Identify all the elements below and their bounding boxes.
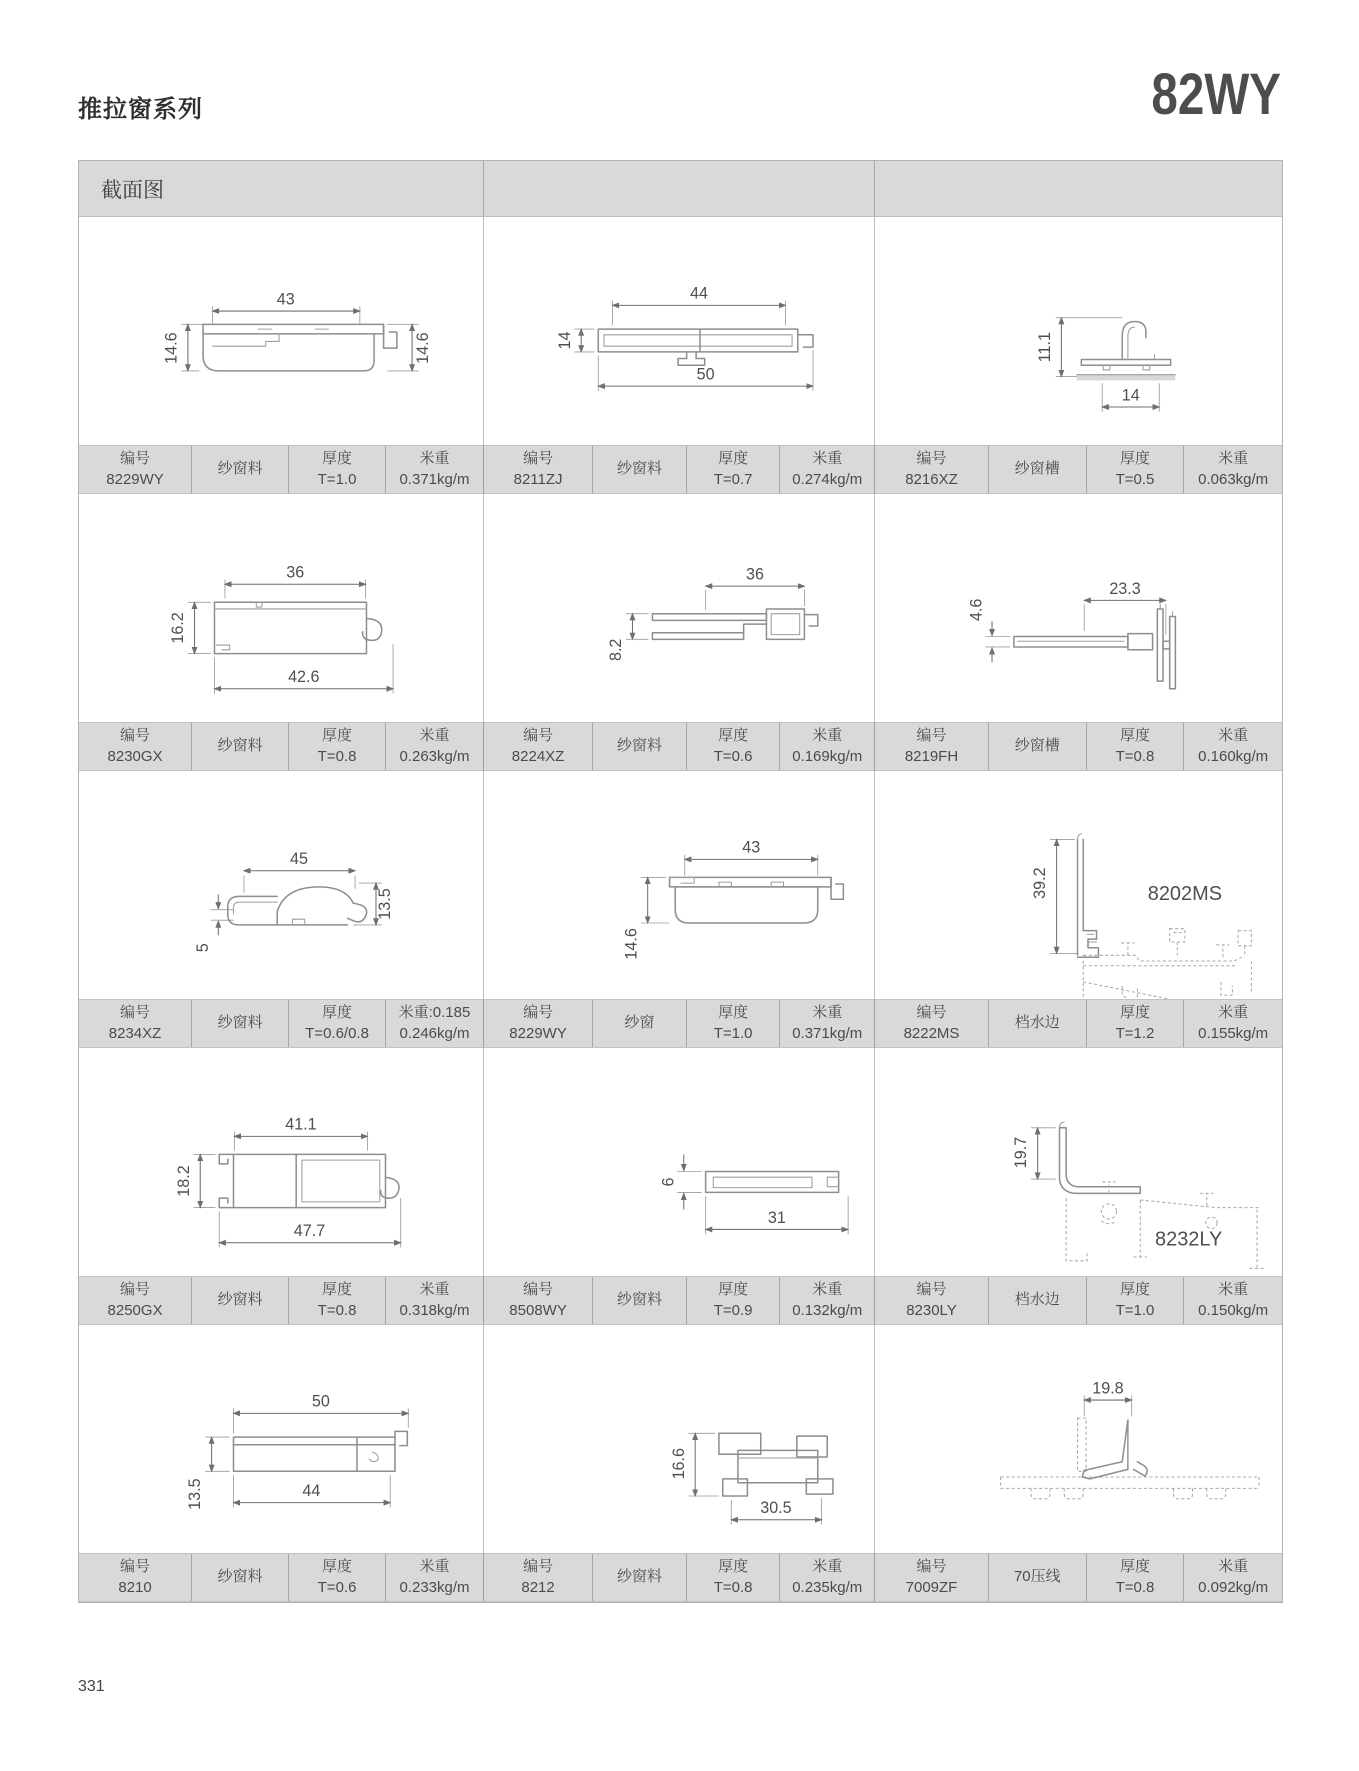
dim-left: 14.6 (622, 928, 641, 960)
weight-label: 米重 (419, 727, 450, 745)
code-value: 8230LY (906, 1301, 957, 1319)
profile-outline (1014, 604, 1176, 689)
code-label: 编号 (523, 727, 554, 745)
profile-drawing-8219fh (875, 494, 1282, 722)
profile-weight-cell (1184, 1000, 1282, 1047)
cross-section-8211zj (484, 217, 874, 445)
profile-outline (598, 329, 813, 365)
material-value: 纱窗槽 (1014, 460, 1060, 478)
profile-material-cell (593, 1000, 687, 1047)
thickness-label: 厚度 (322, 1558, 353, 1576)
dimensions (1084, 1379, 1132, 1416)
adjacent-profile-dashed (1083, 929, 1251, 999)
profile-material-cell (192, 446, 289, 493)
drawing-row-3 (79, 771, 1282, 999)
profile-drawing-8211zj (484, 217, 875, 445)
weight-value: 0.132kg/m (792, 1301, 863, 1319)
profile-thickness-cell (1087, 1277, 1185, 1324)
profile-annotation: 8202MS (1147, 883, 1223, 906)
dim-left: 14.6 (162, 332, 181, 364)
profile-weight-cell (1184, 1277, 1282, 1324)
material-value: 档水边 (1014, 1291, 1060, 1309)
cross-section-8508wy (484, 1048, 874, 1276)
dim-top: 36 (746, 565, 764, 584)
profile-code-cell (79, 1277, 192, 1324)
weight-value: 0.155kg/m (1198, 1024, 1269, 1042)
thickness-label: 厚度 (718, 1558, 749, 1576)
weight-value: 0.274kg/m (792, 470, 863, 488)
dimensions (169, 564, 393, 694)
dim-left: 14 (555, 331, 574, 350)
code-label: 编号 (120, 450, 151, 468)
profile-outline (228, 887, 367, 925)
thickness-label: 厚度 (322, 727, 353, 745)
thickness-value: T=0.6/0.8 (305, 1024, 369, 1042)
profile-material-cell (989, 446, 1087, 493)
cross-section-8219fh (875, 494, 1282, 722)
profile-code-cell (875, 1277, 989, 1324)
profile-code-cell (484, 446, 593, 493)
profile-thickness-cell (1087, 446, 1185, 493)
code-value: 8230GX (107, 747, 163, 765)
dim-top: 50 (311, 1392, 330, 1411)
thickness-label: 厚度 (718, 727, 749, 745)
weight-label: 米重 (812, 1004, 843, 1022)
thickness-value: T=0.8 (317, 1301, 357, 1319)
weight-value: 0.371kg/m (399, 470, 470, 488)
thickness-label: 厚度 (718, 1281, 749, 1299)
profile-weight-cell (780, 1000, 874, 1047)
cross-section-8224xz (484, 494, 874, 722)
dim-left: 6 (659, 1177, 678, 1187)
info-row-3 (79, 999, 1282, 1048)
profile-thickness-cell (289, 1277, 386, 1324)
profile-info-8210 (79, 1553, 484, 1602)
profile-outline (1060, 1122, 1141, 1193)
profile-info-8508wy (484, 1276, 875, 1325)
section-header-cell: 截面图 (79, 161, 484, 216)
profile-weight-cell (780, 446, 874, 493)
profile-weight-cell (386, 723, 483, 770)
profile-material-cell (989, 1277, 1087, 1324)
profile-drawing-8250gx (79, 1048, 484, 1276)
profile-thickness-cell (289, 446, 386, 493)
code-value: 8229WY (509, 1024, 567, 1042)
weight-label: 米重 (1218, 1004, 1249, 1022)
adjacent-profile-dashed (1066, 1182, 1265, 1268)
material-value: 纱窗料 (616, 460, 662, 478)
profile-drawing-8230ly (875, 1048, 1282, 1276)
material-value: 纱窗料 (616, 737, 662, 755)
profile-weight-cell (780, 723, 874, 770)
profile-drawing-8224xz (484, 494, 875, 722)
profile-code-cell (875, 446, 989, 493)
weight-value: 0.235kg/m (792, 1578, 863, 1596)
profile-code-cell (484, 1554, 593, 1601)
profile-weight-cell (386, 1554, 483, 1601)
info-row-5 (79, 1553, 1282, 1602)
dim-bottom: 50 (696, 365, 715, 384)
dim-bottom: 42.6 (288, 668, 320, 687)
dimensions (556, 285, 813, 391)
profile-drawing-8229wy (79, 217, 484, 445)
code-value: 8210 (118, 1578, 152, 1596)
drawing-row-5 (79, 1325, 1282, 1553)
material-value: 纱窗料 (616, 1291, 662, 1309)
profile-drawing-8234xz (79, 771, 484, 999)
code-label: 编号 (523, 450, 554, 468)
dim-bottom: 30.5 (760, 1499, 792, 1518)
dim-top: 43 (276, 290, 295, 309)
thickness-value: T=0.8 (1115, 747, 1155, 765)
profile-drawing-8222ms (875, 771, 1282, 999)
thickness-label: 厚度 (1119, 727, 1150, 745)
cross-section-8222ms (875, 771, 1282, 999)
weight-value: 0.318kg/m (399, 1301, 470, 1319)
code-value: 8219FH (904, 747, 959, 765)
dim-left: 16.6 (669, 1447, 688, 1480)
material-value: 纱窗料 (217, 737, 263, 755)
profile-drawing-8229wy-2 (484, 771, 875, 999)
drawing-row-4 (79, 1048, 1282, 1276)
dim-left: 18.2 (174, 1165, 193, 1197)
profile-table (78, 160, 1283, 1603)
profile-material-cell (593, 1277, 687, 1324)
code-value: 8508WY (509, 1301, 567, 1319)
adjacent-profile-dashed (1001, 1418, 1259, 1499)
profile-thickness-cell (289, 1000, 386, 1047)
weight-label: 米重 (1218, 1558, 1249, 1576)
dim-top: 44 (689, 284, 708, 303)
profile-thickness-cell (289, 1554, 386, 1601)
profile-code-cell (484, 723, 593, 770)
code-label: 编号 (523, 1281, 554, 1299)
dimensions (622, 839, 817, 960)
code-label: 编号 (916, 1004, 947, 1022)
profile-code-cell (79, 446, 192, 493)
dim-top: 43 (742, 838, 761, 857)
dim-left: 4.6 (967, 598, 986, 622)
cross-section-8229wy (79, 217, 483, 445)
table-header-row (79, 161, 1282, 217)
weight-label: 米重 (419, 1281, 450, 1299)
profile-outline (214, 602, 381, 653)
weight-value: 0.092kg/m (1198, 1578, 1269, 1596)
weight-value: 0.263kg/m (399, 747, 470, 765)
code-label: 编号 (523, 1004, 554, 1022)
weight-value: 0.246kg/m (399, 1024, 470, 1042)
profile-info-8229wy-2 (484, 999, 875, 1048)
profile-drawing-7009zf (875, 1325, 1282, 1553)
material-value: 纱窗 (624, 1014, 655, 1032)
profile-info-8229wy (79, 445, 484, 494)
code-value: 8216XZ (905, 470, 958, 488)
profile-thickness-cell (687, 723, 781, 770)
profile-weight-cell (780, 1554, 874, 1601)
dimensions (1031, 839, 1078, 953)
header-cell-empty (484, 161, 875, 216)
code-value: 8234XZ (108, 1024, 162, 1042)
profile-outline (219, 1154, 399, 1207)
code-label: 编号 (916, 1281, 947, 1299)
profile-outline (706, 1172, 839, 1193)
profile-thickness-cell (687, 1277, 781, 1324)
weight-label: 米重 (419, 450, 450, 468)
profile-weight-cell (1184, 723, 1282, 770)
cross-section-8210 (79, 1325, 483, 1553)
profile-drawing-8212 (484, 1325, 875, 1553)
info-row-2 (79, 722, 1282, 771)
material-value: 纱窗槽 (1014, 737, 1060, 755)
profile-drawing-8216xz (875, 217, 1282, 445)
cross-section-8250gx (79, 1048, 483, 1276)
profile-info-8219fh (875, 722, 1282, 771)
code-value: 8222MS (903, 1024, 960, 1042)
dim-bottom: 31 (767, 1208, 786, 1227)
dim-left: 39.2 (1031, 867, 1050, 899)
profile-info-8222ms (875, 999, 1282, 1048)
weight-label: 米重:0.185 (398, 1004, 471, 1022)
dim-bottom: 14 (1121, 386, 1140, 405)
dim-right: 13.5 (376, 888, 395, 920)
profile-material-cell (989, 723, 1087, 770)
thickness-label: 厚度 (322, 450, 353, 468)
profile-info-8234xz (79, 999, 484, 1048)
profile-code-cell (484, 1277, 593, 1324)
dimensions (1012, 1128, 1055, 1179)
weight-value: 0.169kg/m (792, 747, 863, 765)
code-value: 7009ZF (905, 1578, 958, 1596)
thickness-value: T=0.9 (713, 1301, 753, 1319)
profile-weight-cell (780, 1277, 874, 1324)
info-row-4 (79, 1276, 1282, 1325)
dim-left: 5 (193, 943, 212, 953)
thickness-value: T=0.8 (1115, 1578, 1155, 1596)
weight-label: 米重 (1218, 450, 1249, 468)
weight-value: 0.160kg/m (1198, 747, 1269, 765)
profile-outline (203, 324, 397, 371)
code-label: 编号 (916, 1558, 947, 1576)
profile-code-cell (875, 1000, 989, 1047)
drawing-row-1 (79, 217, 1282, 445)
thickness-value: T=0.6 (317, 1578, 357, 1596)
dimensions (659, 1154, 848, 1234)
dim-top: 23.3 (1109, 579, 1141, 598)
profile-outline (1077, 322, 1176, 381)
dim-top: 45 (290, 850, 309, 869)
profile-info-8224xz (484, 722, 875, 771)
code-value: 8212 (521, 1578, 555, 1596)
profile-weight-cell (386, 1000, 483, 1047)
thickness-label: 厚度 (1119, 1004, 1150, 1022)
weight-value: 0.063kg/m (1198, 470, 1269, 488)
profile-thickness-cell (687, 1554, 781, 1601)
code-label: 编号 (120, 1558, 151, 1576)
dim-top: 41.1 (285, 1115, 317, 1134)
dimensions (175, 1116, 401, 1248)
profile-weight-cell (386, 446, 483, 493)
profile-material-cell (989, 1000, 1087, 1047)
material-value: 70压线 (1013, 1568, 1061, 1586)
profile-info-8230ly (875, 1276, 1282, 1325)
profile-drawing-8230gx (79, 494, 484, 722)
profile-material-cell (593, 446, 687, 493)
profile-annotation: 8232LY (1155, 1228, 1223, 1251)
profile-info-8216xz (875, 445, 1282, 494)
code-label: 编号 (120, 727, 151, 745)
dim-bottom: 44 (302, 1482, 321, 1500)
dim-left: 8.2 (607, 638, 626, 662)
material-value: 纱窗料 (217, 1291, 263, 1309)
material-value: 纱窗料 (217, 1014, 263, 1032)
thickness-label: 厚度 (718, 1004, 749, 1022)
profile-thickness-cell (687, 446, 781, 493)
code-value: 8229WY (106, 470, 164, 488)
profile-thickness-cell (1087, 1554, 1185, 1601)
info-row-1 (79, 445, 1282, 494)
profile-info-8230gx (79, 722, 484, 771)
profile-material-cell (192, 1277, 289, 1324)
profile-drawing-8210 (79, 1325, 484, 1553)
thickness-label: 厚度 (1119, 450, 1150, 468)
thickness-value: T=0.8 (317, 747, 357, 765)
weight-label: 米重 (812, 1281, 843, 1299)
cross-section-8212 (484, 1325, 874, 1553)
profile-weight-cell (1184, 1554, 1282, 1601)
header-cell-empty (875, 161, 1282, 216)
profile-material-cell (989, 1554, 1087, 1601)
weight-label: 米重 (1218, 727, 1249, 745)
material-value: 档水边 (1014, 1014, 1060, 1032)
dim-left: 11.1 (1036, 332, 1055, 363)
series-title: 推拉窗系列 (78, 96, 203, 123)
dim-left: 13.5 (186, 1478, 205, 1510)
profile-info-7009zf (875, 1553, 1282, 1602)
code-value: 8224XZ (511, 747, 565, 765)
thickness-label: 厚度 (1119, 1281, 1150, 1299)
thickness-label: 厚度 (322, 1004, 353, 1022)
dim-bottom: 47.7 (293, 1222, 326, 1241)
thickness-label: 厚度 (718, 450, 749, 468)
thickness-label: 厚度 (1119, 1558, 1150, 1576)
profile-outline (233, 1431, 407, 1471)
weight-value: 0.150kg/m (1198, 1301, 1269, 1319)
weight-value: 0.233kg/m (399, 1578, 470, 1596)
code-value: 8211ZJ (513, 470, 563, 488)
profile-outline (1078, 834, 1099, 958)
profile-thickness-cell (289, 723, 386, 770)
weight-label: 米重 (1218, 1281, 1249, 1299)
cross-section-7009zf (875, 1325, 1282, 1553)
code-label: 编号 (120, 1004, 151, 1022)
weight-label: 米重 (812, 1558, 843, 1576)
profile-material-cell (192, 1554, 289, 1601)
thickness-value: T=1.0 (317, 470, 357, 488)
dimensions (186, 1393, 408, 1510)
profile-material-cell (192, 1000, 289, 1047)
profile-code-cell (79, 1554, 192, 1601)
profile-code-cell (875, 723, 989, 770)
profile-outline (1082, 1420, 1147, 1479)
profile-outline (670, 877, 844, 923)
weight-label: 米重 (812, 727, 843, 745)
profile-outline (719, 1433, 833, 1496)
cross-section-8234xz (79, 771, 483, 999)
thickness-value: T=0.7 (713, 470, 753, 488)
thickness-value: T=1.0 (1115, 1301, 1155, 1319)
profile-info-8250gx (79, 1276, 484, 1325)
profile-material-cell (192, 723, 289, 770)
weight-label: 米重 (419, 1558, 450, 1576)
thickness-value: T=1.2 (1115, 1024, 1155, 1042)
dim-top: 19.8 (1092, 1379, 1124, 1398)
profile-material-cell (593, 1554, 687, 1601)
profile-code-cell (79, 1000, 192, 1047)
weight-label: 米重 (812, 450, 843, 468)
thickness-label: 厚度 (322, 1281, 353, 1299)
profile-code-cell (875, 1554, 989, 1601)
profile-thickness-cell (1087, 1000, 1185, 1047)
profile-weight-cell (1184, 446, 1282, 493)
dim-top: 36 (286, 563, 305, 582)
cross-section-8216xz (875, 217, 1282, 445)
dimensions (194, 850, 394, 952)
dim-left: 16.2 (169, 612, 188, 644)
code-label: 编号 (120, 1281, 151, 1299)
material-value: 纱窗料 (217, 1568, 263, 1586)
material-value: 纱窗料 (616, 1568, 662, 1586)
code-label: 编号 (916, 450, 947, 468)
thickness-value: T=0.6 (713, 747, 753, 765)
thickness-value: T=0.5 (1115, 470, 1155, 488)
profile-material-cell (593, 723, 687, 770)
thickness-value: T=0.8 (713, 1578, 753, 1596)
cross-section-8230ly (875, 1048, 1282, 1276)
code-value: 8250GX (107, 1301, 163, 1319)
material-value: 纱窗料 (217, 460, 263, 478)
cross-section-8230gx (79, 494, 483, 722)
dim-right: 14.6 (414, 332, 433, 364)
profile-thickness-cell (687, 1000, 781, 1047)
dim-left: 19.7 (1012, 1136, 1031, 1169)
profile-code-cell (484, 1000, 593, 1047)
code-label: 编号 (523, 1558, 554, 1576)
weight-value: 0.371kg/m (792, 1024, 863, 1042)
series-code: 82WY (1151, 62, 1281, 127)
drawing-row-2 (79, 494, 1282, 722)
page-header (78, 62, 1281, 127)
profile-info-8211zj (484, 445, 875, 494)
cross-section-8229wy-2 (484, 771, 874, 999)
profile-drawing-8508wy (484, 1048, 875, 1276)
profile-weight-cell (386, 1277, 483, 1324)
profile-outline (652, 609, 817, 639)
profile-thickness-cell (1087, 723, 1185, 770)
profile-info-8212 (484, 1553, 875, 1602)
profile-code-cell (79, 723, 192, 770)
code-label: 编号 (916, 727, 947, 745)
thickness-value: T=1.0 (713, 1024, 753, 1042)
page-number: 331 (78, 1678, 105, 1695)
